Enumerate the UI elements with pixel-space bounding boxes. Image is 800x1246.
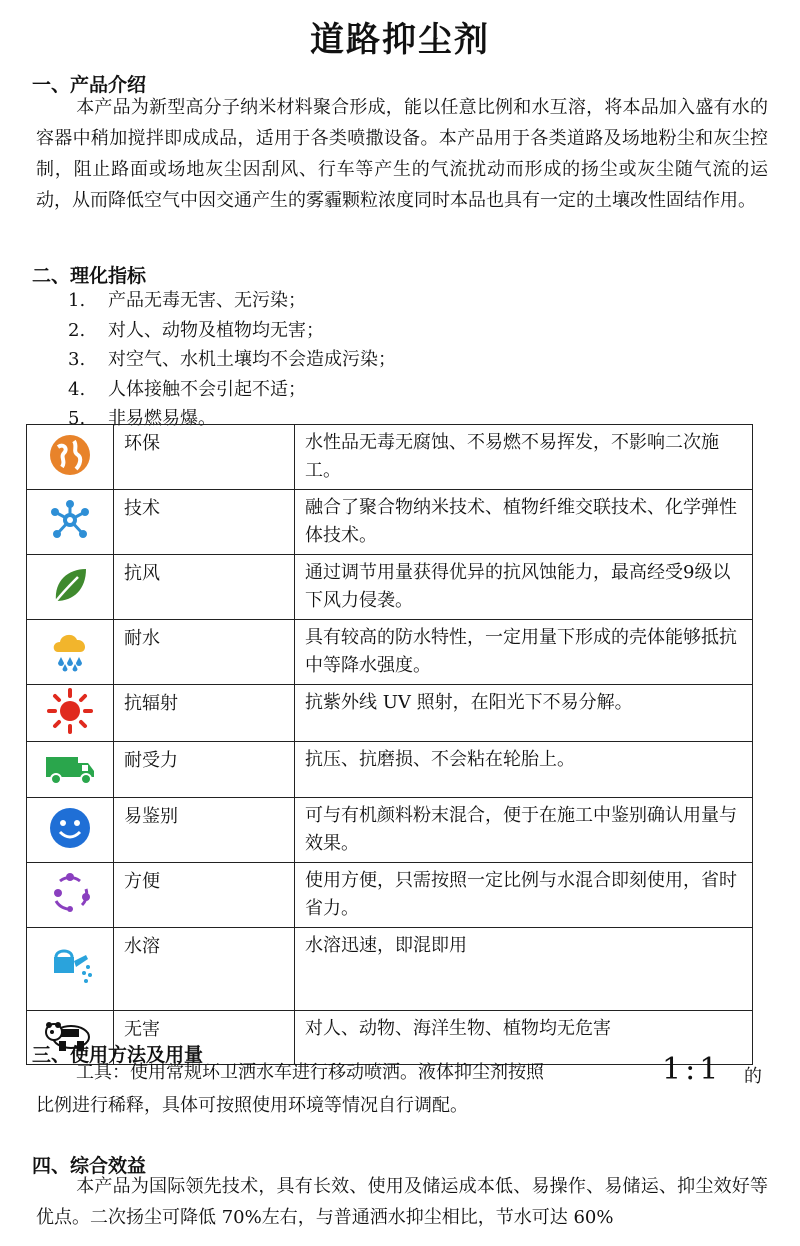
feature-name: 环保 (114, 425, 295, 490)
usage-line2: 比例进行稀释，具体可按照使用环境等情况自行调配。 (36, 1095, 468, 1116)
table-row (27, 490, 753, 555)
table-row (27, 798, 753, 863)
section-heading-usage: 三、使用方法及用量 (32, 1044, 204, 1066)
feature-desc: 水溶迅速，即混即用 (295, 928, 753, 1011)
feature-desc: 抗紫外线 UV 照射，在阳光下不易分解。 (295, 685, 753, 742)
watering-can-icon (27, 928, 114, 1011)
table-row (27, 620, 753, 685)
table-row (27, 863, 753, 928)
features-table (26, 424, 753, 1065)
intro-text: 本产品为新型高分子纳米材料聚合形成，能以任意比例和水互溶，将本品加入盛有水的容器中稍加搅拌即成成品，适用于各类喷撒设备。本产品用于各类道路及场地粉尘和灰尘控制，阻止路面或场地灰尘因刮风、行车等产生的气流扰动而形成的扬尘或灰尘随气流的运动，从而降低空气中因交通产生的雾霾颗粒浓度同时本品也具有一定的土壤改性固结作用。 (36, 97, 768, 211)
feature-name: 水溶 (114, 928, 295, 1011)
section-heading-intro: 一、产品介绍 (32, 74, 147, 96)
feature-desc: 通过调节用量获得优异的抗风蚀能力，最高经受9级以下风力侵袭。 (295, 555, 753, 620)
table-row (27, 742, 753, 798)
usage-text: 工具：使用常规环卫洒水车进行移动喷洒。液体抑尘剂按照 (76, 1062, 544, 1083)
feature-desc: 具有较高的防水特性，一定用量下形成的壳体能够抵抗中等降水强度。 (295, 620, 753, 685)
cycle-icon (27, 863, 114, 928)
feature-desc: 对人、动物、海洋生物、植物均无危害 (295, 1011, 753, 1065)
feature-name: 耐受力 (114, 742, 295, 798)
page-title: 道路抑尘剂 (310, 20, 490, 60)
feature-name: 抗辐射 (114, 685, 295, 742)
table-row (27, 685, 753, 742)
truck-icon (27, 742, 114, 798)
feature-name: 抗风 (114, 555, 295, 620)
list-item: 1. 产品无毒无害、无污染； (68, 290, 306, 311)
benefits-text: 本产品为国际领先技术，具有长效、使用及储运成本低、易操作、易储运、抑尘效好等优点。二次扬尘可降低 70%左右，与普通洒水抑尘相比，节水可达 60% (36, 1176, 768, 1228)
table-row (27, 425, 753, 490)
list-item: 4. 人体接触不会引起不适； (68, 378, 306, 400)
ratio-value: 1:1 (662, 1052, 723, 1087)
section-heading-specs: 二、理化指标 (32, 265, 147, 287)
feature-desc: 抗压、抗磨损、不会粘在轮胎上。 (295, 742, 753, 798)
specs-list (68, 286, 396, 434)
molecule-network-icon (27, 490, 114, 555)
section-heading-benefits: 四、综合效益 (32, 1155, 147, 1177)
feature-desc: 水性品无毒无腐蚀、不易燃不易挥发，不影响二次施工。 (295, 425, 753, 490)
feature-name: 耐水 (114, 620, 295, 685)
benefits-paragraph (36, 1171, 768, 1235)
feature-name: 技术 (114, 490, 295, 555)
feature-desc: 使用方便，只需按照一定比例与水混合即刻使用，省时省力。 (295, 863, 753, 928)
list-item: 5. 非易燃易爆。 (68, 408, 216, 429)
ratio-suffix: 的 (744, 1066, 762, 1087)
table-row (27, 555, 753, 620)
rain-cloud-icon (27, 620, 114, 685)
list-item: 2. 对人、动物及植物均无害； (68, 319, 324, 341)
feature-name: 易鉴别 (114, 798, 295, 863)
list-item: 3. 对空气、水机土壤均不会造成污染； (68, 349, 396, 370)
table-row (27, 928, 753, 1011)
feature-name: 方便 (114, 863, 295, 928)
intro-paragraph (36, 92, 768, 242)
feature-name: 无害 (114, 1011, 295, 1065)
leaf-icon (27, 555, 114, 620)
feature-desc: 可与有机颜料粉末混合，便于在施工中鉴别确认用量与效果。 (295, 798, 753, 863)
smiley-icon (27, 798, 114, 863)
sun-icon (27, 685, 114, 742)
feature-desc: 融合了聚合物纳米技术、植物纤维交联技术、化学弹性体技术。 (295, 490, 753, 555)
globe-eco-icon (27, 425, 114, 490)
